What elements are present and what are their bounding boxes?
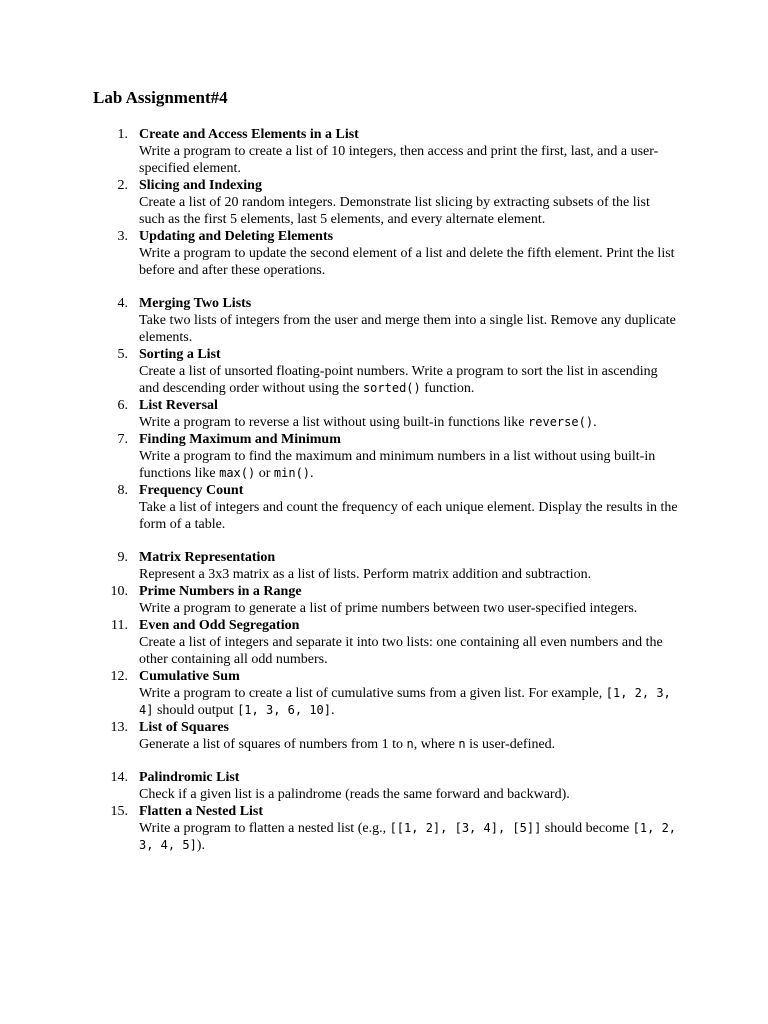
list-item — [0, 583, 768, 617]
list-item — [0, 397, 768, 431]
list-item — [0, 346, 768, 397]
item-number: 5. — [117, 347, 128, 362]
inline-code: n — [458, 737, 466, 751]
assignment-list — [0, 126, 768, 854]
item-heading: List Reversal — [139, 398, 218, 413]
list-item — [0, 295, 768, 346]
item-heading: Palindromic List — [139, 770, 240, 785]
list-item — [0, 228, 768, 279]
item-content — [139, 397, 679, 431]
inline-code: [1, 3, 6, 10] — [237, 703, 331, 717]
item-number: 14. — [110, 770, 128, 785]
item-content — [139, 126, 679, 177]
description-text: . — [331, 703, 335, 718]
item-heading: Sorting a List — [139, 347, 221, 362]
inline-code: min() — [273, 466, 311, 480]
inline-code: [1, 2, 3, 4] — [139, 686, 671, 717]
description-text: is user-defined. — [465, 737, 556, 752]
description-text: . — [593, 415, 597, 430]
item-heading: Matrix Representation — [139, 550, 276, 565]
item-description — [139, 634, 679, 668]
section-spacer — [0, 753, 768, 769]
item-number: 1. — [117, 127, 128, 142]
item-description — [139, 143, 679, 177]
description-text: Write a program to generate a list of prime numbers between two user-specified integers. — [139, 601, 638, 616]
description-text: should become — [541, 821, 633, 836]
inline-code: max() — [219, 466, 256, 480]
item-description — [139, 820, 679, 854]
item-description — [139, 736, 679, 753]
description-text: Take a list of integers and count the frequency of each unique element. Display the results in the form of a table. — [139, 500, 678, 532]
item-content — [139, 295, 679, 346]
item-number: 4. — [117, 296, 128, 311]
item-content — [139, 177, 679, 228]
list-item — [0, 177, 768, 228]
item-description — [139, 414, 679, 431]
item-content — [139, 617, 679, 668]
list-item — [0, 803, 768, 854]
section-spacer — [0, 279, 768, 295]
item-content — [139, 583, 679, 617]
item-content — [139, 668, 679, 719]
inline-code: reverse() — [528, 415, 594, 429]
item-description — [139, 786, 679, 803]
list-item — [0, 549, 768, 583]
description-text: Write a program to reverse a list without using built-in functions like — [139, 415, 529, 430]
item-number: 7. — [117, 432, 128, 447]
item-heading: Flatten a Nested List — [139, 804, 264, 819]
description-text: or — [255, 466, 274, 481]
item-number: 6. — [117, 398, 128, 413]
inline-code: [1, 2, 3, 4, 5] — [139, 821, 677, 852]
description-text: function. — [420, 381, 475, 396]
item-content — [139, 431, 679, 482]
item-description — [139, 685, 679, 719]
item-number: 11. — [111, 618, 128, 633]
description-text: . — [310, 466, 314, 481]
item-content — [139, 482, 679, 533]
description-text: should output — [153, 703, 238, 718]
description-text: Create a list of unsorted floating-point numbers. Write a program to sort the list in ascending and descending order without using the — [139, 364, 658, 396]
item-heading: Even and Odd Segregation — [139, 618, 300, 633]
item-heading: Create and Access Elements in a List — [139, 127, 359, 142]
list-item — [0, 668, 768, 719]
item-number: 12. — [110, 669, 128, 684]
item-description — [139, 194, 679, 228]
inline-code: [[1, 2], [3, 4], [5]] — [389, 821, 542, 835]
item-number: 10. — [110, 584, 128, 599]
item-content — [139, 803, 679, 854]
item-heading: Frequency Count — [139, 483, 244, 498]
item-content — [139, 769, 679, 803]
description-text: Write a program to create a list of 10 integers, then access and print the first, last, and a user-specified element. — [139, 144, 659, 176]
item-heading: Merging Two Lists — [139, 296, 252, 311]
description-text: Represent a 3x3 matrix as a list of lists. Perform matrix addition and subtraction. — [139, 567, 592, 582]
item-heading: Slicing and Indexing — [139, 178, 262, 193]
list-item — [0, 719, 768, 753]
list-item — [0, 617, 768, 668]
item-description — [139, 363, 679, 397]
description-text: Write a program to find the maximum and minimum numbers in a list without using built-in functions like — [139, 449, 656, 481]
section-spacer — [0, 533, 768, 549]
inline-code: sorted() — [362, 381, 421, 395]
description-text: Take two lists of integers from the user and merge them into a single list. Remove any duplicate elements. — [139, 313, 676, 345]
description-text: Write a program to create a list of cumulative sums from a given list. For example, — [139, 686, 606, 701]
page-title: Lab Assignment#4 — [93, 88, 228, 107]
inline-code: n — [406, 737, 414, 751]
item-description — [139, 566, 679, 583]
description-text: ). — [196, 838, 205, 853]
item-heading: List of Squares — [139, 720, 229, 735]
item-description — [139, 499, 679, 533]
item-heading: Updating and Deleting Elements — [139, 229, 334, 244]
list-item — [0, 126, 768, 177]
list-item — [0, 769, 768, 803]
item-number: 8. — [117, 483, 128, 498]
item-heading: Prime Numbers in a Range — [139, 584, 302, 599]
item-number: 9. — [117, 550, 128, 565]
list-item — [0, 431, 768, 482]
item-content — [139, 228, 679, 279]
description-text: Create a list of 20 random integers. Demonstrate list slicing by extracting subsets of the list such as the first 5 elements, last 5 elements, and every alternate element. — [139, 195, 650, 227]
description-text: Generate a list of squares of numbers from 1 to — [139, 737, 407, 752]
item-heading: Cumulative Sum — [139, 669, 240, 684]
item-content — [139, 346, 679, 397]
list-item — [0, 482, 768, 533]
description-text: , where — [413, 737, 459, 752]
item-description — [139, 312, 679, 346]
item-content — [139, 719, 679, 753]
item-number: 15. — [110, 804, 128, 819]
description-text: Write a program to update the second element of a list and delete the fifth element. Print the list before and after these operations. — [139, 246, 675, 278]
description-text: Write a program to flatten a nested list (e.g., — [139, 821, 390, 836]
item-number: 13. — [110, 720, 128, 735]
item-description — [139, 448, 679, 482]
description-text: Create a list of integers and separate it into two lists: one containing all even numbers and the other containing all odd numbers. — [139, 635, 663, 667]
item-content — [139, 549, 679, 583]
item-description — [139, 245, 679, 279]
item-number: 2. — [117, 178, 128, 193]
item-description — [139, 600, 679, 617]
description-text: Check if a given list is a palindrome (reads the same forward and backward). — [139, 787, 570, 802]
item-number: 3. — [117, 229, 128, 244]
item-heading: Finding Maximum and Minimum — [139, 432, 341, 447]
